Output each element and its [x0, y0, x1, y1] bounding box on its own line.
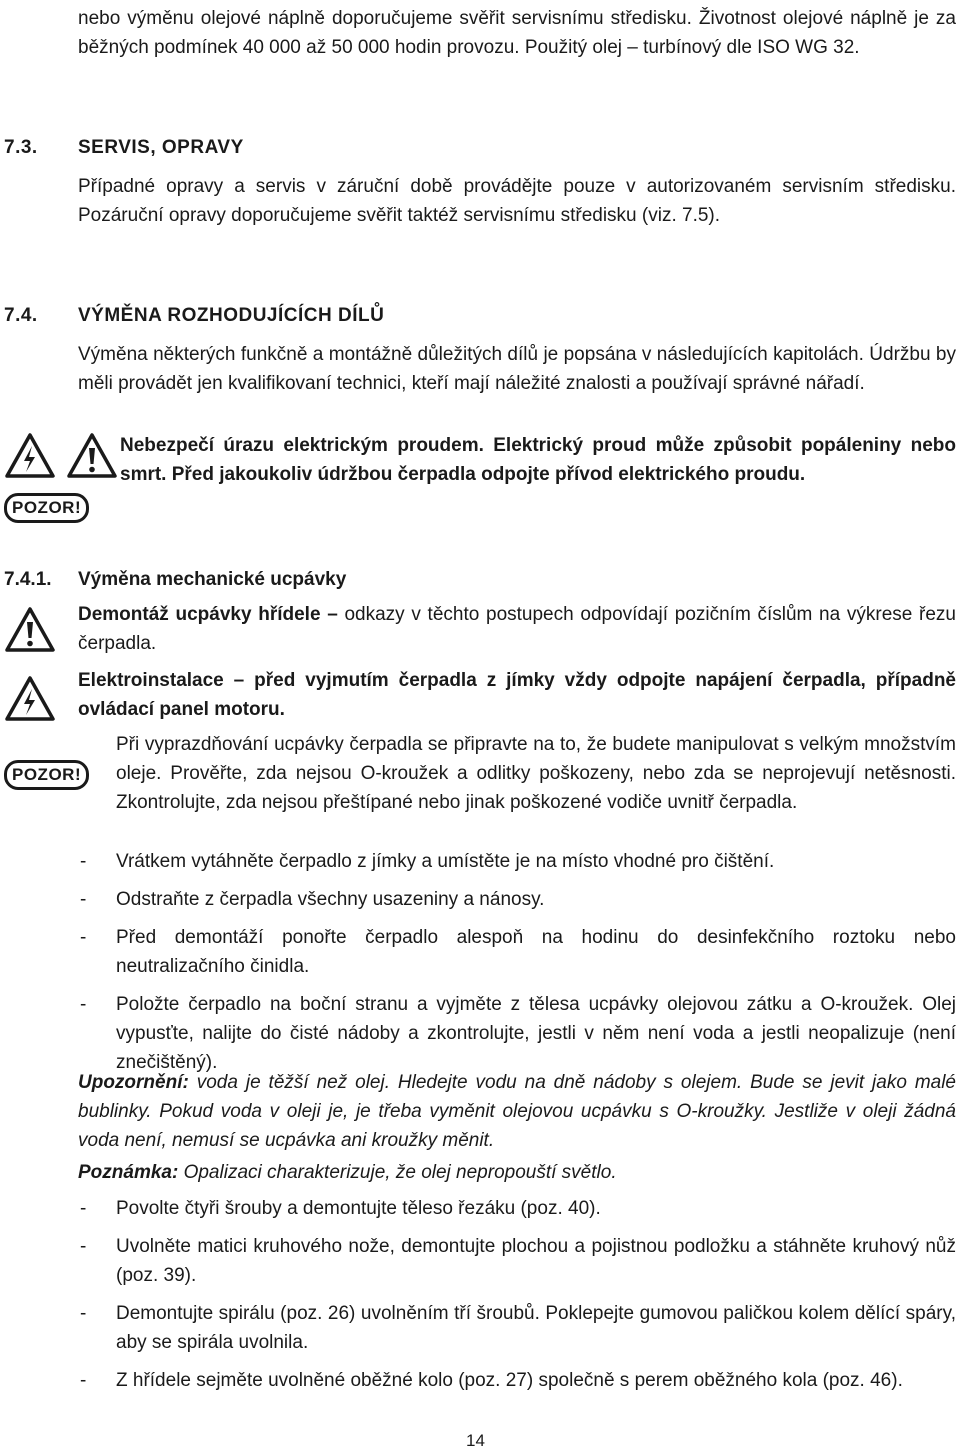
electric-hazard-icon: [4, 675, 56, 723]
dismantle-paragraph: [78, 600, 956, 658]
list-item: - Odstraňte z čerpadla všechny usazeniny a nánosy.: [80, 889, 545, 910]
electric-warning-text: Nebezpečí úrazu elektrickým proudem. Elektrický proud může způsobit popáleniny nebo smrt. Před jakoukoliv údržbou čerpadla odpojte přívod elektrického proudu.: [120, 435, 956, 485]
procedure-list-2: [66, 1194, 956, 1404]
pozor-badge: POZOR!: [4, 760, 89, 790]
procedure-list-1: [66, 847, 956, 1086]
remark-note-text: Opalizaci charakterizuje, že olej nepropouští světlo.: [178, 1162, 617, 1183]
section-7-4-paragraph: Výměna některých funkčně a montážně důležitých dílů je popsána v následujících kapitolách. Údržbu by měli provádět jen kvalifikovaní technici, kteří mají náležité znalosti a používají správné nářadí.: [78, 344, 956, 394]
section-title-ucpavky: Výměna mechanické ucpávky: [78, 569, 347, 590]
intro-paragraph: nebo výměnu olejové náplně doporučujeme svěřit servisnímu středisku. Životnost olejové náplně je za běžných podmínek 40 000 až 50 000 hodin provozu. Použitý olej – turbínový dle ISO WG 32.: [78, 8, 956, 58]
list-item: - Uvolněte matici kruhového nože, demontujte plochou a pojistnou podložku a stáhněte kruhový nůž (poz. 39).: [80, 1236, 956, 1286]
oil-drain-paragraph: Při vyprazdňování ucpávky čerpadla se připravte na to, že budete manipulovat s velkým množstvím oleje. Prověřte, zda nejsou O-kroužek a odlitky poškozeny, nebo zda se neprojevují netěsnosti. Zkontrolujte, zda nejsou přeštípané nebo jinak poškozené vodiče uvnitř čerpadla.: [116, 734, 956, 813]
section-number-7-4: 7.4.: [4, 305, 38, 326]
electric-hazard-icon: [4, 432, 56, 480]
remark-note: [78, 1158, 956, 1187]
dismantle-label: Demontáž ucpávky hřídele –: [78, 604, 338, 625]
section-title-servis: SERVIS, OPRAVY: [78, 137, 244, 158]
list-item: - Demontujte spirálu (poz. 26) uvolněním tří šroubů. Poklepejte gumovou paličkou kolem dělící spáry, aby se spirála uvolnila.: [80, 1303, 956, 1353]
dismantle-text: odkazy v těchto postupech odpovídají pozičním číslům na výkrese řezu čerpadla.: [78, 604, 956, 654]
electrical-paragraph: Elektroinstalace – před vyjmutím čerpadla z jímky vždy odpojte napájení čerpadla, případně ovládací panel motoru.: [78, 670, 956, 720]
list-item: - Položte čerpadlo na boční stranu a vyjměte z tělesa ucpávky olejovou zátku a O-kroužek. Olej vypusťte, nalijte do čisté nádoby a zkontrolujte, jestli v něm není voda a jestli neopalizuje (není znečištěný).: [80, 994, 956, 1073]
section-number-7-3: 7.3.: [4, 137, 38, 158]
section-number-7-4-1: 7.4.1.: [4, 569, 52, 590]
remark-note-label: Poznámka:: [78, 1162, 179, 1183]
list-item: - Z hřídele sejměte uvolněné oběžné kolo (poz. 27) společně s perem oběžného kola (poz. 46).: [80, 1370, 903, 1391]
warning-note-text: voda je těžší než olej. Hledejte vodu na dně nádoby s olejem. Bude se jevit jako malé bublinky. Pokud voda v oleji je, je třeba vyměnit olejovou ucpávku s O-kroužky. Jestliže v oleji žádná voda není, nemusí se ucpávka ani kroužky měnit.: [78, 1072, 956, 1151]
page-number: 14: [466, 1431, 485, 1450]
warning-note-label: Upozornění:: [78, 1072, 189, 1093]
pozor-badge: POZOR!: [4, 493, 89, 523]
list-item: - Vrátkem vytáhněte čerpadlo z jímky a umístěte je na místo vhodné pro čištění.: [80, 851, 775, 872]
section-title-vymena: VÝMĚNA ROZHODUJÍCÍCH DÍLŮ: [78, 305, 385, 326]
warning-note: [78, 1068, 956, 1155]
list-item: - Povolte čtyři šrouby a demontujte těleso řezáku (poz. 40).: [80, 1198, 601, 1219]
exclamation-warning-icon: [66, 432, 118, 480]
exclamation-warning-icon: [4, 606, 56, 654]
list-item: - Před demontáží ponořte čerpadlo alespoň na hodinu do desinfekčního roztoku nebo neutralizačního činidla.: [80, 927, 956, 977]
section-7-3-paragraph: Případné opravy a servis v záruční době provádějte pouze v autorizovaném servisním středisku. Pozáruční opravy doporučujeme svěřit taktéž servisnímu středisku (viz. 7.5).: [78, 176, 956, 226]
